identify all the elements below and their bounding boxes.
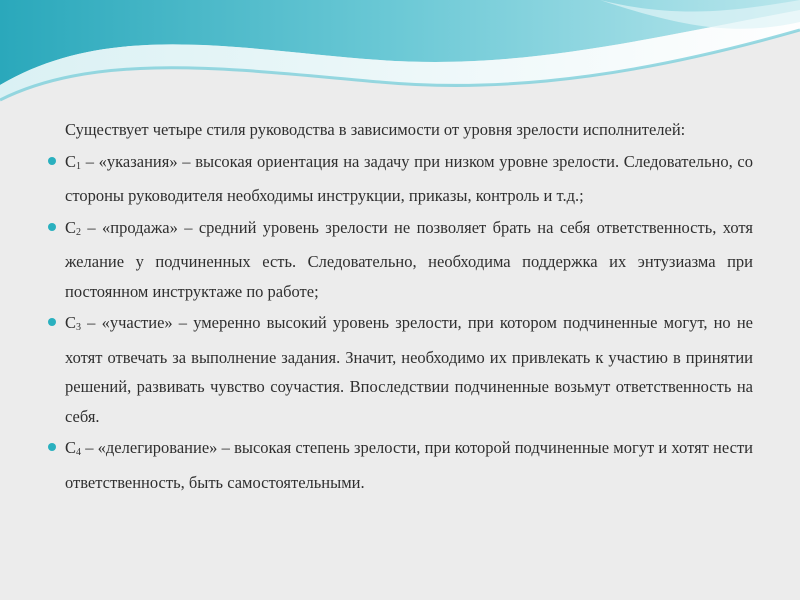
bullet-dot-icon bbox=[48, 157, 56, 165]
wave-decoration bbox=[0, 0, 800, 120]
bullet-item-c2 bbox=[48, 213, 753, 307]
bullet-text: – «делегирование» – высокая степень зрелости, при которой подчиненные могут и хотят нести ответственность, быть самостоятельными. bbox=[65, 438, 753, 492]
bullet-dot-icon bbox=[48, 318, 56, 326]
bullet-item-c4 bbox=[48, 433, 753, 497]
style-code: $С_4$ bbox=[65, 438, 82, 458]
intro-paragraph: Существует четыре стиля руководства в зависимости от уровня зрелости исполнителей: bbox=[65, 120, 686, 139]
slide-body bbox=[48, 115, 753, 499]
style-code: $С_1$ bbox=[65, 151, 82, 172]
bullet-item-c3 bbox=[48, 308, 753, 431]
bullet-text: – «продажа» – средний уровень зрелости не позволяет брать на себя ответственность, хотя желание у подчиненных есть. Следовательно, необходима поддержка их энтузиазма при постоянном инструктаже по работе; bbox=[65, 217, 753, 301]
bullet-text: – «участие» – умеренно высокий уровень зрелости, при котором подчиненные могут, но не хотят отвечать за выполнение задания. Значит, необходимо их привлекать к участию в принятии решений, развивать чувство соучастия. Впоследствии подчиненные возьмут ответственность на себя. bbox=[65, 313, 753, 426]
bullet-dot-icon bbox=[48, 223, 56, 231]
bullet-item-c1 bbox=[48, 147, 753, 211]
bullet-text: – «указания» – высокая ориентация на задачу при низком уровне зрелости. Следовательно, со стороны руководителя необходимы инструкции, приказы, контроль и т.д.; bbox=[65, 151, 753, 205]
bullet-dot-icon bbox=[48, 443, 56, 451]
style-code: $С_3$ bbox=[65, 313, 82, 333]
style-code: $С_2$ bbox=[65, 217, 82, 238]
